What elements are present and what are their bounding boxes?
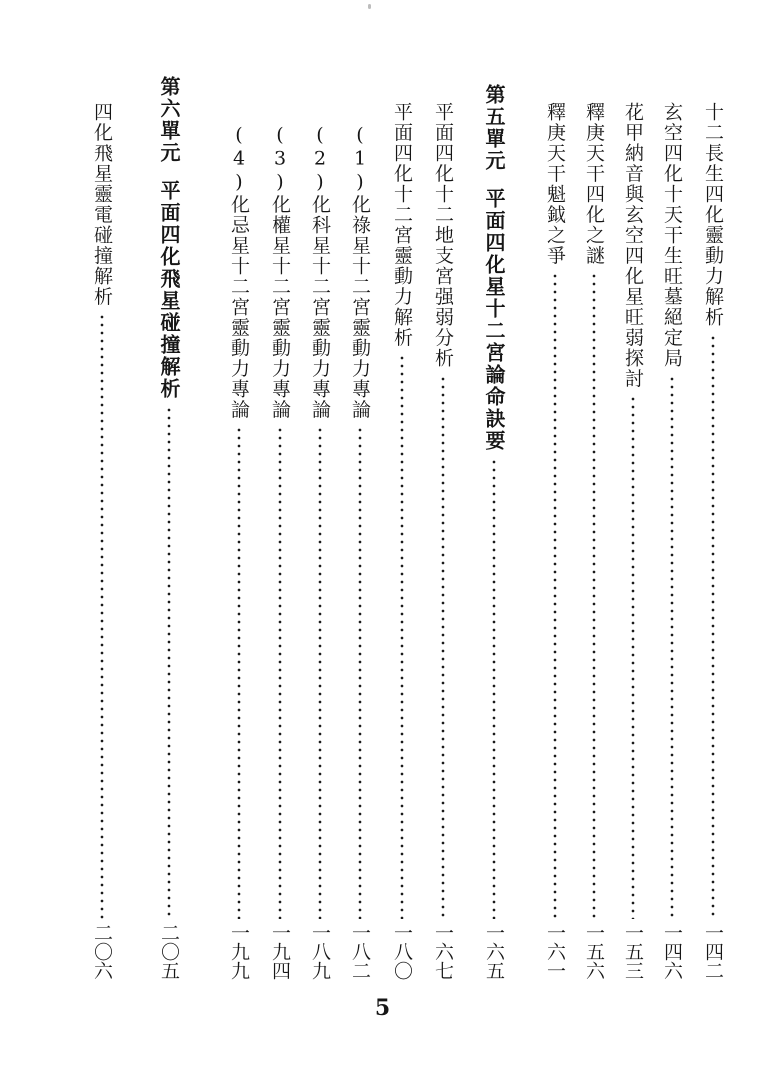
page-number: 5: [374, 995, 391, 1021]
toc-entry-page: 二〇六: [91, 923, 113, 980]
dot-leader: [492, 458, 496, 919]
toc-entry[interactable]: [267, 124, 293, 980]
scan-speck: [368, 4, 371, 9]
section-label: 第六單元: [157, 76, 181, 164]
toc-entry[interactable]: [620, 102, 646, 980]
dot-leader: [278, 426, 282, 919]
toc-entry-title: (3)化權星十二宮靈動力專論: [269, 124, 291, 420]
dot-leader: [711, 334, 715, 920]
toc-entry-page: 一四二: [702, 923, 724, 980]
dot-leader: [670, 375, 674, 920]
dot-leader: [553, 272, 557, 919]
toc-entry-page: 一九九: [228, 923, 250, 980]
toc-entry-title: 四化飛星靈電碰撞解析: [91, 102, 113, 307]
toc-entry-title: 花甲納音與玄空四化星旺弱探討: [622, 102, 644, 389]
toc-entry[interactable]: [542, 102, 568, 980]
toc-entry-page: 一四六: [661, 923, 683, 980]
toc-entry-page: 一六七: [432, 923, 454, 980]
toc-entry-title: 釋庚天干魁鉞之爭: [544, 102, 566, 266]
dot-leader: [400, 354, 404, 919]
toc-entry-title: 平面四化十二地支宮强弱分析: [432, 102, 454, 369]
toc-entry-page: 一八九: [309, 923, 331, 980]
dot-leader: [100, 313, 104, 919]
toc-entry-page: 一六一: [544, 923, 566, 980]
dot-leader: [441, 375, 445, 920]
toc-entry-page: 一五六: [583, 923, 605, 980]
section-title: 平面四化飛星碰撞解析: [157, 180, 181, 400]
toc-entry-page: 一九四: [269, 923, 291, 980]
toc-entry-title: (1)化祿星十二宮靈動力專論: [349, 124, 371, 420]
section-title: 平面四化星十二宮論命訣要: [482, 188, 506, 452]
section-heading-6[interactable]: [156, 76, 182, 980]
toc-entry[interactable]: [389, 102, 415, 980]
toc-entry[interactable]: [307, 124, 333, 980]
toc-entry-page: 一五三: [622, 923, 644, 980]
dot-leader: [318, 426, 322, 919]
toc-entry-title: (4)化忌星十二宮靈動力專論: [228, 124, 250, 420]
toc-entry-title: (2)化科星十二宮靈動力專論: [309, 124, 331, 420]
toc-entry-title: 玄空四化十天干生旺墓絕定局: [661, 102, 683, 369]
toc-entry-page: 二〇五: [158, 923, 180, 980]
dot-leader: [167, 406, 171, 919]
toc-entry[interactable]: [347, 124, 373, 980]
toc-entry[interactable]: [226, 124, 252, 980]
toc-entry-title: 平面四化十二宮靈動力解析: [391, 102, 413, 348]
toc-entry[interactable]: [659, 102, 685, 980]
toc-entry-title: 釋庚天干四化之謎: [583, 102, 605, 266]
toc-entry-page: 一六五: [483, 923, 505, 980]
dot-leader: [592, 272, 596, 919]
toc-entry[interactable]: [89, 102, 115, 980]
toc-entry-page: 一八〇: [391, 923, 413, 980]
toc-entry-title: 十二長生四化靈動力解析: [702, 102, 724, 328]
toc-entry[interactable]: [700, 102, 726, 980]
dot-leader: [237, 426, 241, 919]
toc-entry-page: 一八二: [349, 923, 371, 980]
toc-entry[interactable]: [581, 102, 607, 980]
dot-leader: [358, 426, 362, 919]
section-heading-5[interactable]: [481, 84, 507, 980]
toc-entry[interactable]: [430, 102, 456, 980]
dot-leader: [631, 395, 635, 919]
section-label: 第五單元: [482, 84, 506, 172]
